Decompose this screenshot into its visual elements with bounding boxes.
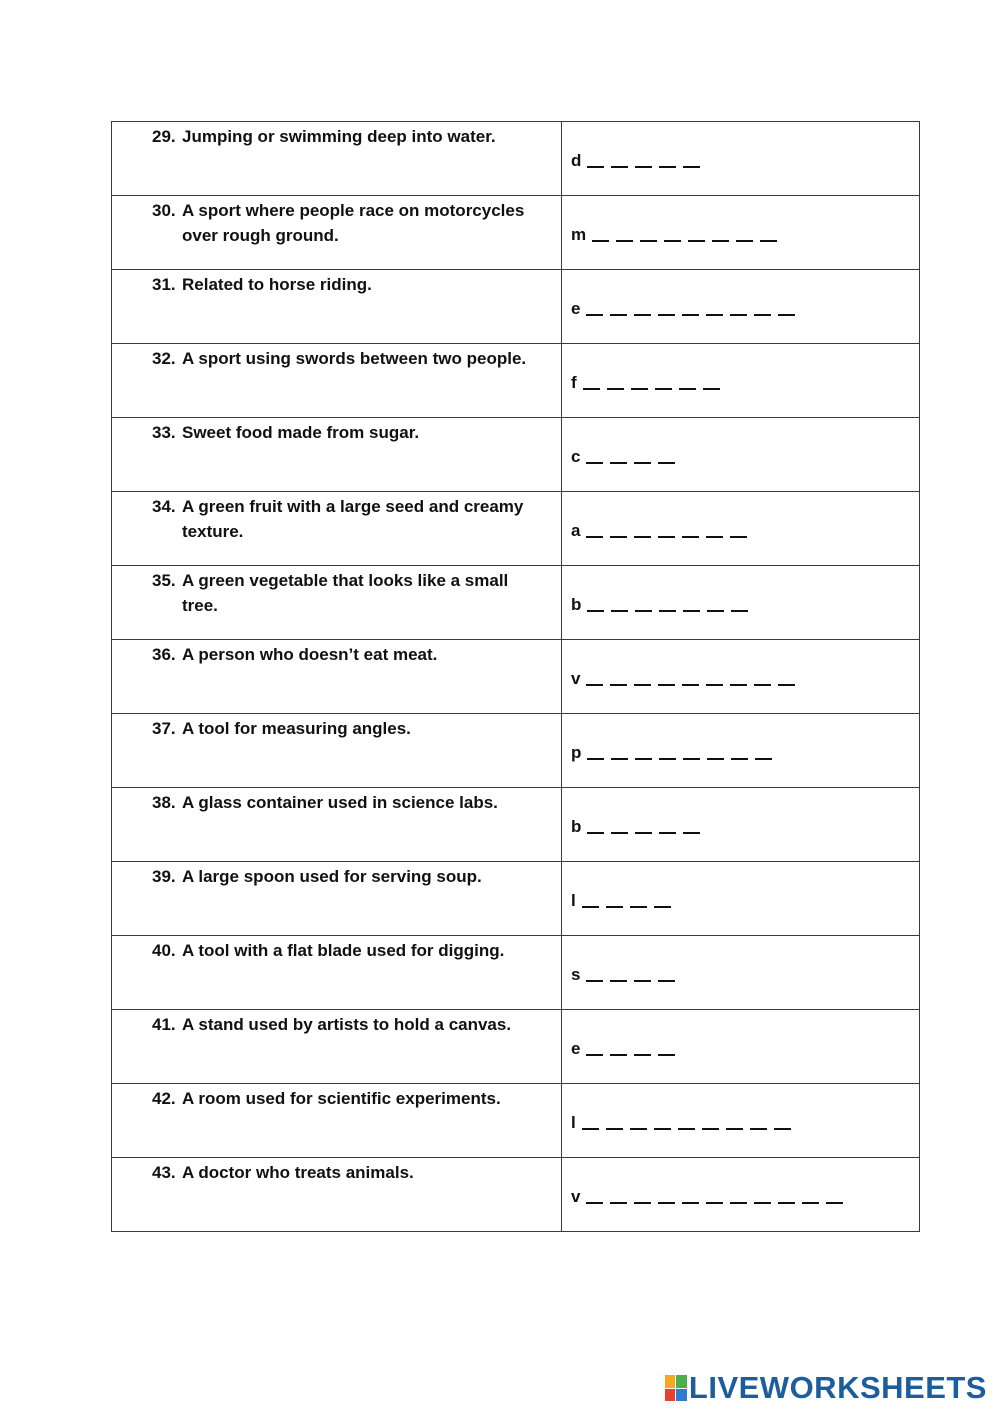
- clue-text: A doctor who treats animals.: [182, 1163, 414, 1182]
- clue-number: 42.: [152, 1089, 176, 1108]
- clue-text: Related to horse riding.: [182, 275, 372, 294]
- clue-text: A large spoon used for serving soup.: [182, 867, 482, 886]
- answer-cell[interactable]: [562, 714, 920, 788]
- clue-text: A green vegetable that looks like a small tree.: [182, 571, 509, 615]
- letter-blank[interactable]: [658, 1054, 675, 1056]
- letter-blank[interactable]: [582, 906, 599, 908]
- letter-blank[interactable]: [658, 684, 675, 686]
- answer-cell[interactable]: [562, 1010, 920, 1084]
- letter-blank[interactable]: [730, 684, 747, 686]
- letter-blank[interactable]: [587, 166, 604, 168]
- clue-cell: [112, 418, 562, 492]
- letter-blank[interactable]: [726, 1128, 743, 1130]
- letter-blank[interactable]: [606, 1128, 623, 1130]
- letter-blank[interactable]: [750, 1128, 767, 1130]
- letter-blank[interactable]: [610, 684, 627, 686]
- letter-blank[interactable]: [664, 240, 681, 242]
- clue-cell: [112, 344, 562, 418]
- letter-blank[interactable]: [682, 536, 699, 538]
- letter-blank[interactable]: [634, 462, 651, 464]
- liveworksheets-logo-icon: [665, 1375, 687, 1401]
- letter-blank[interactable]: [778, 1202, 795, 1204]
- answer-first-letter: m: [571, 225, 587, 244]
- logo-tile: [676, 1375, 687, 1388]
- table-row: [112, 862, 920, 936]
- letter-blank[interactable]: [754, 684, 771, 686]
- letter-blank[interactable]: [682, 684, 699, 686]
- letter-blank[interactable]: [586, 1054, 603, 1056]
- clue-number: 31.: [152, 275, 176, 294]
- table-row: [112, 122, 920, 196]
- letter-blank[interactable]: [582, 1128, 599, 1130]
- table-row: [112, 714, 920, 788]
- letter-blank[interactable]: [640, 240, 657, 242]
- clue-number: 37.: [152, 719, 176, 738]
- letter-blank[interactable]: [678, 1128, 695, 1130]
- letter-blank[interactable]: [587, 610, 604, 612]
- answer-cell[interactable]: [562, 122, 920, 196]
- letter-blank[interactable]: [658, 536, 675, 538]
- clue-cell: [112, 196, 562, 270]
- clue-cell: [112, 936, 562, 1010]
- answer-cell[interactable]: [562, 1158, 920, 1232]
- table-row: [112, 196, 920, 270]
- letter-blank[interactable]: [655, 388, 672, 390]
- letter-blank[interactable]: [610, 1054, 627, 1056]
- letter-blank[interactable]: [635, 758, 652, 760]
- letter-blank[interactable]: [659, 166, 676, 168]
- answer-first-letter: v: [571, 1187, 581, 1206]
- clue-text: Sweet food made from sugar.: [182, 423, 420, 442]
- answer-cell[interactable]: [562, 344, 920, 418]
- answer-cell[interactable]: [562, 1084, 920, 1158]
- table-row: [112, 492, 920, 566]
- table-row: [112, 566, 920, 640]
- letter-blank[interactable]: [592, 240, 609, 242]
- letter-blank[interactable]: [634, 1054, 651, 1056]
- clue-number: 38.: [152, 793, 176, 812]
- logo-tile: [676, 1389, 687, 1402]
- letter-blank[interactable]: [587, 832, 604, 834]
- logo-tile: [665, 1375, 676, 1388]
- clue-number: 36.: [152, 645, 176, 664]
- table-row: [112, 1084, 920, 1158]
- letter-blank[interactable]: [706, 1202, 723, 1204]
- clue-cell: [112, 1084, 562, 1158]
- letter-blank[interactable]: [583, 388, 600, 390]
- letter-blank[interactable]: [659, 610, 676, 612]
- answer-cell[interactable]: [562, 862, 920, 936]
- letter-blank[interactable]: [634, 1202, 651, 1204]
- letter-blank[interactable]: [634, 980, 651, 982]
- clue-text: A green fruit with a large seed and creamy texture.: [182, 497, 524, 541]
- answer-cell[interactable]: [562, 418, 920, 492]
- clue-text: A sport using swords between two people.: [182, 349, 527, 368]
- table-row: [112, 418, 920, 492]
- answer-first-letter: e: [571, 1039, 581, 1058]
- table-row: [112, 1010, 920, 1084]
- clue-cell: [112, 788, 562, 862]
- clue-text: A room used for scientific experiments.: [182, 1089, 501, 1108]
- answer-cell[interactable]: [562, 936, 920, 1010]
- answer-first-letter: e: [571, 299, 581, 318]
- letter-blank[interactable]: [658, 314, 675, 316]
- clue-number: 32.: [152, 349, 176, 368]
- clue-cell: [112, 640, 562, 714]
- letter-blank[interactable]: [586, 684, 603, 686]
- letter-blank[interactable]: [630, 906, 647, 908]
- clue-number: 39.: [152, 867, 176, 886]
- letter-blank[interactable]: [731, 758, 748, 760]
- logo-tile: [665, 1389, 676, 1402]
- clue-number: 43.: [152, 1163, 176, 1182]
- letter-blank[interactable]: [658, 980, 675, 982]
- clue-text: A tool with a flat blade used for digging.: [182, 941, 505, 960]
- letter-blank[interactable]: [610, 1202, 627, 1204]
- letter-blank[interactable]: [712, 240, 729, 242]
- answer-first-letter: a: [571, 521, 581, 540]
- letter-blank[interactable]: [778, 684, 795, 686]
- letter-blank[interactable]: [611, 610, 628, 612]
- letter-blank[interactable]: [702, 1128, 719, 1130]
- answer-first-letter: d: [571, 151, 582, 170]
- clue-cell: [112, 122, 562, 196]
- letter-blank[interactable]: [774, 1128, 791, 1130]
- letter-blank[interactable]: [826, 1202, 843, 1204]
- clue-cell: [112, 492, 562, 566]
- answer-first-letter: v: [571, 669, 581, 688]
- letter-blank[interactable]: [587, 758, 604, 760]
- letter-blank[interactable]: [682, 314, 699, 316]
- letter-blank[interactable]: [659, 758, 676, 760]
- table-row: [112, 640, 920, 714]
- letter-blank[interactable]: [706, 684, 723, 686]
- answer-first-letter: c: [571, 447, 581, 466]
- table-row: [112, 936, 920, 1010]
- letter-blank[interactable]: [706, 536, 723, 538]
- letter-blank[interactable]: [654, 906, 671, 908]
- table-row: [112, 270, 920, 344]
- letter-blank[interactable]: [610, 314, 627, 316]
- clue-number: 30.: [152, 201, 176, 220]
- letter-blank[interactable]: [731, 610, 748, 612]
- clue-text: A glass container used in science labs.: [182, 793, 498, 812]
- letter-blank[interactable]: [683, 610, 700, 612]
- letter-blank[interactable]: [707, 758, 724, 760]
- letter-blank[interactable]: [630, 1128, 647, 1130]
- letter-blank[interactable]: [635, 166, 652, 168]
- clue-cell: [112, 566, 562, 640]
- letter-blank[interactable]: [616, 240, 633, 242]
- letter-blank[interactable]: [658, 462, 675, 464]
- clue-text: A stand used by artists to hold a canvas.: [182, 1015, 512, 1034]
- letter-blank[interactable]: [778, 314, 795, 316]
- letter-blank[interactable]: [586, 1202, 603, 1204]
- letter-blank[interactable]: [683, 166, 700, 168]
- clue-number: 40.: [152, 941, 176, 960]
- letter-blank[interactable]: [586, 462, 603, 464]
- table-row: [112, 788, 920, 862]
- letter-blank[interactable]: [607, 388, 624, 390]
- letter-blank[interactable]: [707, 610, 724, 612]
- clue-text: A person who doesn’t eat meat.: [182, 645, 438, 664]
- letter-blank[interactable]: [730, 536, 747, 538]
- letter-blank[interactable]: [610, 536, 627, 538]
- letter-blank[interactable]: [736, 240, 753, 242]
- letter-blank[interactable]: [683, 832, 700, 834]
- clue-cell: [112, 714, 562, 788]
- brand-name: LIVEWORKSHEETS: [688, 1370, 987, 1405]
- letter-blank[interactable]: [631, 388, 648, 390]
- table-row: [112, 1158, 920, 1232]
- answer-first-letter: b: [571, 595, 582, 614]
- letter-blank[interactable]: [659, 832, 676, 834]
- clue-number: 33.: [152, 423, 176, 442]
- answer-cell[interactable]: [562, 492, 920, 566]
- clue-text: A sport where people race on motorcycles over rough ground.: [182, 201, 525, 245]
- clue-number: 34.: [152, 497, 176, 516]
- letter-blank[interactable]: [688, 240, 705, 242]
- letter-blank[interactable]: [611, 832, 628, 834]
- letter-blank[interactable]: [755, 758, 772, 760]
- answer-cell[interactable]: [562, 640, 920, 714]
- answer-first-letter: b: [571, 817, 582, 836]
- answer-cell[interactable]: [562, 788, 920, 862]
- clue-cell: [112, 270, 562, 344]
- letter-blank[interactable]: [683, 758, 700, 760]
- letter-blank[interactable]: [586, 536, 603, 538]
- clue-number: 29.: [152, 127, 176, 146]
- letter-blank[interactable]: [634, 314, 651, 316]
- letter-blank[interactable]: [679, 388, 696, 390]
- letter-blank[interactable]: [802, 1202, 819, 1204]
- letter-blank[interactable]: [610, 462, 627, 464]
- letter-blank[interactable]: [703, 388, 720, 390]
- letter-blank[interactable]: [760, 240, 777, 242]
- answer-cell[interactable]: [562, 196, 920, 270]
- letter-blank[interactable]: [754, 314, 771, 316]
- letter-blank[interactable]: [606, 906, 623, 908]
- letter-blank[interactable]: [730, 314, 747, 316]
- letter-blank[interactable]: [658, 1202, 675, 1204]
- clue-text: A tool for measuring angles.: [182, 719, 411, 738]
- worksheet-table: [111, 121, 920, 1232]
- letter-blank[interactable]: [586, 980, 603, 982]
- clue-number: 41.: [152, 1015, 176, 1034]
- clue-cell: [112, 862, 562, 936]
- letter-blank[interactable]: [586, 314, 603, 316]
- letter-blank[interactable]: [754, 1202, 771, 1204]
- answer-first-letter: l: [571, 1113, 576, 1132]
- letter-blank[interactable]: [654, 1128, 671, 1130]
- letter-blank[interactable]: [730, 1202, 747, 1204]
- liveworksheets-brand: [665, 1370, 987, 1406]
- worksheet-rows: [112, 122, 920, 1232]
- clue-number: 35.: [152, 571, 176, 590]
- letter-blank[interactable]: [611, 758, 628, 760]
- clue-text: Jumping or swimming deep into water.: [182, 127, 496, 146]
- answer-cell[interactable]: [562, 270, 920, 344]
- letter-blank[interactable]: [634, 536, 651, 538]
- answer-first-letter: l: [571, 891, 576, 910]
- answer-first-letter: f: [571, 373, 577, 392]
- letter-blank[interactable]: [682, 1202, 699, 1204]
- answer-first-letter: s: [571, 965, 581, 984]
- letter-blank[interactable]: [706, 314, 723, 316]
- table-row: [112, 344, 920, 418]
- letter-blank[interactable]: [610, 980, 627, 982]
- letter-blank[interactable]: [635, 832, 652, 834]
- letter-blank[interactable]: [635, 610, 652, 612]
- clue-cell: [112, 1010, 562, 1084]
- answer-cell[interactable]: [562, 566, 920, 640]
- clue-cell: [112, 1158, 562, 1232]
- letter-blank[interactable]: [634, 684, 651, 686]
- letter-blank[interactable]: [611, 166, 628, 168]
- answer-first-letter: p: [571, 743, 582, 762]
